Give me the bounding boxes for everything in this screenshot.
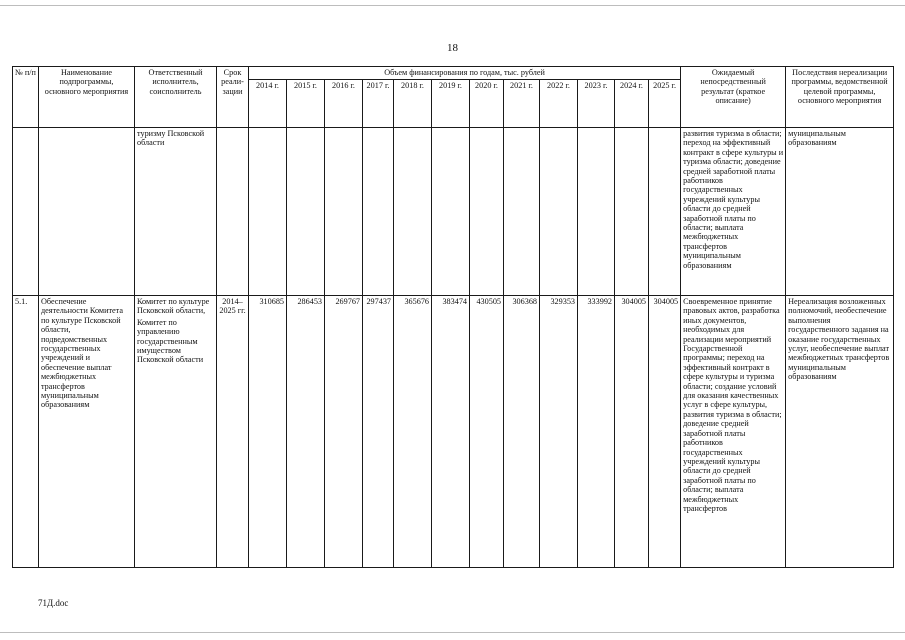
row1-name: [39, 128, 135, 296]
row1-expected: развития туризма в области; переход на эффективный контракт в сфере культуры и туризма области; доведение средней заработной платы работников государственных учреждений культуры области до средней заработной платы по области; выплата межбюджетных трансфертов муниципальным образованиям: [681, 128, 786, 296]
row2-value-2021: 306368: [504, 296, 540, 568]
row2-term: 2014–2025 гг.: [217, 296, 249, 568]
header-year-2020: 2020 г.: [470, 80, 504, 128]
page-number: 18: [447, 42, 458, 54]
row2-no: 5.1.: [13, 296, 39, 568]
row2-name: Обеспечение деятельности Комитета по культуре Псковской области, подведомственных государственных учреждений и обеспечение выплат межбюджетных трансфертов муниципальным образованиям: [39, 296, 135, 568]
header-year-2014: 2014 г.: [249, 80, 287, 128]
header-consequences: Последствия нереализации программы, ведомственной целевой программы, основного мероприятия: [786, 67, 894, 128]
header-year-2023: 2023 г.: [578, 80, 615, 128]
row2-value-2017: 297437: [363, 296, 394, 568]
header-year-2021: 2021 г.: [504, 80, 540, 128]
row2-consequences: Нереализация возложенных полномочий, необеспечение выполнения государственного задания на оказание государственных услуг, необеспечение выплат межбюджетных трансфертов муниципальным образованиям: [786, 296, 894, 568]
row2-value-2020: 430505: [470, 296, 504, 568]
header-year-2025: 2025 г.: [649, 80, 681, 128]
row1-value: [578, 128, 615, 296]
row1-value: [432, 128, 470, 296]
row2-value-2016: 269767: [325, 296, 363, 568]
header-year-2022: 2022 г.: [540, 80, 578, 128]
row1-no: [13, 128, 39, 296]
row2-value-2025: 304005: [649, 296, 681, 568]
scan-edge-top: [0, 5, 905, 6]
row2-value-2018: 365676: [394, 296, 432, 568]
row1-value: [249, 128, 287, 296]
header-year-2018: 2018 г.: [394, 80, 432, 128]
row1-value: [363, 128, 394, 296]
table-row: [13, 296, 894, 568]
row2-value-2024: 304005: [615, 296, 649, 568]
row1-consequences: муниципальным образованиям: [786, 128, 894, 296]
row1-value: [540, 128, 578, 296]
row1-value: [504, 128, 540, 296]
row1-value: [394, 128, 432, 296]
header-year-2019: 2019 г.: [432, 80, 470, 128]
financing-table: [12, 66, 894, 568]
row2-expected: Своевременное принятие правовых актов, разработка иных документов, необходимых для реализации мероприятий Государственной программы; переход на эффективный контракт в сфере культуры и туризма области; создание условий для оказания качественных услуг в сфере культуры, развития туризма в области; доведение средней заработной платы работников государственных учреждений культуры области до средней заработной платы по области; выплата межбюджетных трансфертов: [681, 296, 786, 568]
header-year-2015: 2015 г.: [287, 80, 325, 128]
row2-responsible-1: Комитет по культуре Псковской области,: [137, 297, 210, 316]
footer-filename: 71Д.doc: [38, 598, 69, 608]
header-term: Срок реали-зации: [217, 67, 249, 128]
header-funding: Объем финансирования по годам, тыс. рублей: [249, 67, 681, 80]
row1-value: [287, 128, 325, 296]
header-no: № п/п: [13, 67, 39, 128]
row2-value-2022: 329353: [540, 296, 578, 568]
row2-responsible: [135, 296, 217, 568]
row2-value-2015: 286453: [287, 296, 325, 568]
scan-edge-bottom: [0, 632, 905, 633]
header-year-2016: 2016 г.: [325, 80, 363, 128]
row1-value: [615, 128, 649, 296]
header-expected: Ожидаемый непосредственный результат (краткое описание): [681, 67, 786, 128]
table-row: [13, 128, 894, 296]
header-year-2017: 2017 г.: [363, 80, 394, 128]
row1-value: [470, 128, 504, 296]
row1-value: [325, 128, 363, 296]
row1-term: [217, 128, 249, 296]
row2-value-2014: 310685: [249, 296, 287, 568]
row1-value: [649, 128, 681, 296]
row2-value-2019: 383474: [432, 296, 470, 568]
header-responsible: Ответственный исполнитель, соисполнитель: [135, 67, 217, 128]
row2-responsible-2: Комитет по управлению государственным имуществом Псковской области: [137, 317, 204, 365]
header-row-1: [13, 67, 894, 80]
row1-responsible: туризму Псковской области: [135, 128, 217, 296]
header-name: Наименование подпрограммы, основного мероприятия: [39, 67, 135, 128]
row2-value-2023: 333992: [578, 296, 615, 568]
header-year-2024: 2024 г.: [615, 80, 649, 128]
